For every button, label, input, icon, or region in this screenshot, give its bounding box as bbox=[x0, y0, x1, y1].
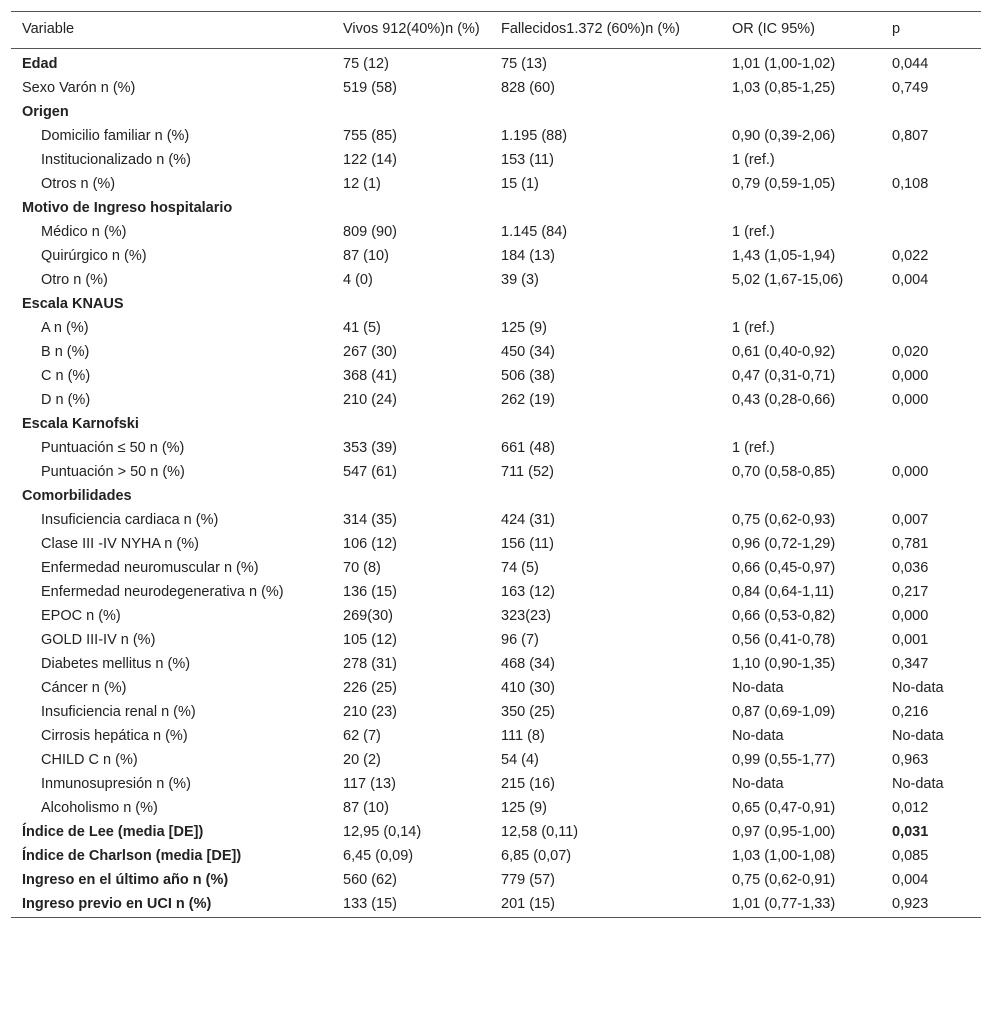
table-row bbox=[11, 437, 981, 461]
header-or: OR (IC 95%) bbox=[732, 21, 815, 37]
row-variable-cell: Quirúrgico n (%) bbox=[41, 248, 147, 264]
row-p-cell: 0,000 bbox=[892, 368, 929, 384]
table-row bbox=[11, 221, 981, 245]
row-variable-cell: Motivo de Ingreso hospitalario bbox=[22, 200, 233, 216]
row-vivos-cell bbox=[332, 197, 490, 221]
row-vivos-cell: 75 (12) bbox=[343, 56, 389, 72]
table-row bbox=[11, 845, 981, 869]
table-row bbox=[11, 821, 981, 845]
row-p-cell: 0,020 bbox=[892, 344, 929, 360]
row-p-cell bbox=[881, 197, 981, 221]
header-vivos: Vivos 912(40%)n (%) bbox=[343, 21, 480, 37]
row-variable-cell: A n (%) bbox=[41, 320, 89, 336]
row-vivos-cell: 314 (35) bbox=[343, 512, 398, 528]
row-fallecidos-cell bbox=[490, 293, 721, 317]
row-fallecidos-cell: 125 (9) bbox=[501, 320, 547, 336]
row-variable-cell: C n (%) bbox=[41, 368, 91, 384]
row-fallecidos-cell bbox=[490, 485, 721, 509]
row-fallecidos-cell: 828 (60) bbox=[501, 80, 556, 96]
row-fallecidos-cell: 125 (9) bbox=[501, 800, 547, 816]
row-variable-cell: Sexo Varón n (%) bbox=[22, 80, 136, 96]
table-row bbox=[11, 677, 981, 701]
row-fallecidos-cell bbox=[490, 101, 721, 125]
row-p-cell: 0,108 bbox=[892, 176, 929, 192]
table-row bbox=[11, 245, 981, 269]
row-or-cell: 0,43 (0,28-0,66) bbox=[732, 392, 836, 408]
row-fallecidos-cell: 156 (11) bbox=[501, 536, 554, 552]
row-fallecidos-cell: 468 (34) bbox=[501, 656, 556, 672]
row-vivos-cell: 87 (10) bbox=[343, 248, 389, 264]
row-or-cell: 0,65 (0,47-0,91) bbox=[732, 800, 836, 816]
table-row bbox=[11, 125, 981, 149]
row-fallecidos-cell bbox=[490, 197, 721, 221]
row-vivos-cell: 136 (15) bbox=[343, 584, 398, 600]
row-variable-cell: Cirrosis hepática n (%) bbox=[41, 728, 188, 744]
row-p-cell: 0,217 bbox=[892, 584, 929, 600]
row-fallecidos-cell: 215 (16) bbox=[501, 776, 556, 792]
row-variable-cell: EPOC n (%) bbox=[41, 608, 121, 624]
row-variable-cell: Diabetes mellitus n (%) bbox=[41, 656, 191, 672]
table-row bbox=[11, 701, 981, 725]
row-or-cell bbox=[721, 413, 881, 437]
row-vivos-cell bbox=[332, 293, 490, 317]
row-variable-cell: Puntuación ≤ 50 n (%) bbox=[41, 440, 185, 456]
row-or-cell: 1 (ref.) bbox=[732, 152, 775, 168]
row-vivos-cell: 226 (25) bbox=[343, 680, 398, 696]
row-or-cell bbox=[721, 197, 881, 221]
row-variable-cell: CHILD C n (%) bbox=[41, 752, 138, 768]
row-p-cell: 0,031 bbox=[892, 824, 929, 840]
header-row bbox=[11, 12, 981, 49]
table-row bbox=[11, 341, 981, 365]
row-or-cell: 1 (ref.) bbox=[732, 224, 775, 240]
table-row bbox=[11, 533, 981, 557]
row-or-cell: 1 (ref.) bbox=[732, 320, 775, 336]
row-p-cell: 0,036 bbox=[892, 560, 929, 576]
table-row bbox=[11, 893, 981, 918]
table-row bbox=[11, 293, 981, 317]
row-p-cell bbox=[881, 485, 981, 509]
table-row bbox=[11, 557, 981, 581]
row-fallecidos-cell: 711 (52) bbox=[501, 464, 554, 480]
row-fallecidos-cell: 184 (13) bbox=[501, 248, 556, 264]
row-variable-cell: Escala KNAUS bbox=[22, 296, 124, 312]
row-p-cell: 0,807 bbox=[892, 128, 929, 144]
row-or-cell: 0,90 (0,39-2,06) bbox=[732, 128, 836, 144]
row-p-cell: 0,000 bbox=[892, 392, 929, 408]
table-row bbox=[11, 797, 981, 821]
row-or-cell: 0,61 (0,40-0,92) bbox=[732, 344, 836, 360]
row-variable-cell: Edad bbox=[22, 56, 58, 72]
row-fallecidos-cell: 111 (8) bbox=[501, 728, 545, 744]
row-fallecidos-cell: 201 (15) bbox=[501, 896, 556, 912]
row-fallecidos-cell: 450 (34) bbox=[501, 344, 556, 360]
row-vivos-cell: 560 (62) bbox=[343, 872, 398, 888]
row-or-cell: 0,96 (0,72-1,29) bbox=[732, 536, 836, 552]
row-vivos-cell: 12,95 (0,14) bbox=[343, 824, 422, 840]
row-or-cell: 1,01 (1,00-1,02) bbox=[732, 56, 836, 72]
row-fallecidos-cell: 661 (48) bbox=[501, 440, 556, 456]
row-p-cell bbox=[881, 437, 981, 461]
row-p-cell: 0,004 bbox=[892, 272, 929, 288]
row-or-cell: 1,03 (1,00-1,08) bbox=[732, 848, 836, 864]
row-vivos-cell: 6,45 (0,09) bbox=[343, 848, 414, 864]
row-or-cell: 0,87 (0,69-1,09) bbox=[732, 704, 836, 720]
row-fallecidos-cell: 15 (1) bbox=[501, 176, 539, 192]
row-variable-cell: Ingreso en el último año n (%) bbox=[22, 872, 229, 888]
row-fallecidos-cell: 163 (12) bbox=[501, 584, 556, 600]
row-fallecidos-cell: 6,85 (0,07) bbox=[501, 848, 572, 864]
row-p-cell: No-data bbox=[892, 776, 944, 792]
row-or-cell: 0,97 (0,95-1,00) bbox=[732, 824, 836, 840]
row-or-cell bbox=[721, 485, 881, 509]
row-vivos-cell: 87 (10) bbox=[343, 800, 389, 816]
table-row bbox=[11, 509, 981, 533]
row-p-cell: 0,347 bbox=[892, 656, 929, 672]
header-fallecidos: Fallecidos1.372 (60%)n (%) bbox=[501, 21, 680, 37]
row-variable-cell: D n (%) bbox=[41, 392, 91, 408]
row-p-cell: 0,963 bbox=[892, 752, 929, 768]
row-or-cell: 0,99 (0,55-1,77) bbox=[732, 752, 836, 768]
row-vivos-cell: 105 (12) bbox=[343, 632, 398, 648]
table-row bbox=[11, 629, 981, 653]
row-vivos-cell: 755 (85) bbox=[343, 128, 398, 144]
row-fallecidos-cell: 506 (38) bbox=[501, 368, 556, 384]
row-vivos-cell: 547 (61) bbox=[343, 464, 398, 480]
table-row bbox=[11, 269, 981, 293]
row-p-cell: No-data bbox=[892, 680, 944, 696]
row-or-cell: 0,66 (0,53-0,82) bbox=[732, 608, 836, 624]
row-p-cell: 0,085 bbox=[892, 848, 929, 864]
row-or-cell: 1,10 (0,90-1,35) bbox=[732, 656, 836, 672]
row-variable-cell: Clase III -IV NYHA n (%) bbox=[41, 536, 199, 552]
row-variable-cell: Ingreso previo en UCI n (%) bbox=[22, 896, 212, 912]
row-vivos-cell: 210 (24) bbox=[343, 392, 398, 408]
table-row bbox=[11, 725, 981, 749]
row-vivos-cell: 20 (2) bbox=[343, 752, 381, 768]
row-p-cell: 0,000 bbox=[892, 464, 929, 480]
row-p-cell bbox=[881, 101, 981, 125]
results-table bbox=[11, 11, 981, 918]
row-p-cell: 0,012 bbox=[892, 800, 929, 816]
row-or-cell: 0,56 (0,41-0,78) bbox=[732, 632, 836, 648]
row-p-cell bbox=[881, 293, 981, 317]
row-variable-cell: Domicilio familiar n (%) bbox=[41, 128, 190, 144]
table-row bbox=[11, 173, 981, 197]
table-row bbox=[11, 869, 981, 893]
table-body bbox=[11, 49, 981, 918]
row-vivos-cell: 41 (5) bbox=[343, 320, 381, 336]
row-vivos-cell: 62 (7) bbox=[343, 728, 381, 744]
row-variable-cell: Índice de Lee (media [DE]) bbox=[22, 824, 204, 840]
row-variable-cell: Escala Karnofski bbox=[22, 416, 139, 432]
row-fallecidos-cell: 39 (3) bbox=[501, 272, 539, 288]
row-p-cell bbox=[881, 413, 981, 437]
row-p-cell: No-data bbox=[892, 728, 944, 744]
row-vivos-cell: 117 (13) bbox=[343, 776, 396, 792]
table-row bbox=[11, 389, 981, 413]
table-row bbox=[11, 653, 981, 677]
table-row bbox=[11, 365, 981, 389]
row-p-cell: 0,781 bbox=[892, 536, 929, 552]
row-p-cell: 0,007 bbox=[892, 512, 929, 528]
row-variable-cell: Enfermedad neuromuscular n (%) bbox=[41, 560, 259, 576]
row-fallecidos-cell: 262 (19) bbox=[501, 392, 556, 408]
row-or-cell: 1,43 (1,05-1,94) bbox=[732, 248, 836, 264]
row-fallecidos-cell bbox=[490, 413, 721, 437]
table-header bbox=[11, 12, 981, 49]
row-variable-cell: Inmunosupresión n (%) bbox=[41, 776, 191, 792]
row-variable-cell: GOLD III-IV n (%) bbox=[41, 632, 156, 648]
table-row bbox=[11, 413, 981, 437]
row-variable-cell: Cáncer n (%) bbox=[41, 680, 127, 696]
table-row bbox=[11, 749, 981, 773]
table-row bbox=[11, 461, 981, 485]
row-vivos-cell bbox=[332, 413, 490, 437]
row-p-cell: 0,000 bbox=[892, 608, 929, 624]
row-p-cell: 0,923 bbox=[892, 896, 929, 912]
row-or-cell: 0,79 (0,59-1,05) bbox=[732, 176, 836, 192]
row-or-cell: 1 (ref.) bbox=[732, 440, 775, 456]
row-vivos-cell: 267 (30) bbox=[343, 344, 398, 360]
row-or-cell: 0,84 (0,64-1,11) bbox=[732, 584, 835, 600]
row-vivos-cell: 4 (0) bbox=[343, 272, 373, 288]
row-p-cell: 0,022 bbox=[892, 248, 929, 264]
row-fallecidos-cell: 424 (31) bbox=[501, 512, 556, 528]
row-variable-cell: B n (%) bbox=[41, 344, 90, 360]
row-or-cell: 1,03 (0,85-1,25) bbox=[732, 80, 836, 96]
table-row bbox=[11, 773, 981, 797]
header-p: p bbox=[892, 21, 901, 37]
table-row bbox=[11, 317, 981, 341]
row-vivos-cell: 519 (58) bbox=[343, 80, 398, 96]
row-vivos-cell: 809 (90) bbox=[343, 224, 398, 240]
row-or-cell: 0,66 (0,45-0,97) bbox=[732, 560, 836, 576]
row-or-cell: No-data bbox=[732, 728, 784, 744]
row-vivos-cell: 133 (15) bbox=[343, 896, 398, 912]
table-row bbox=[11, 581, 981, 605]
row-p-cell: 0,044 bbox=[892, 56, 929, 72]
row-variable-cell: Índice de Charlson (media [DE]) bbox=[22, 848, 242, 864]
row-vivos-cell: 353 (39) bbox=[343, 440, 398, 456]
table-row bbox=[11, 49, 981, 78]
table-row bbox=[11, 605, 981, 629]
row-variable-cell: Institucionalizado n (%) bbox=[41, 152, 191, 168]
results-table-container bbox=[11, 11, 981, 918]
header-variable: Variable bbox=[22, 21, 75, 37]
row-p-cell bbox=[881, 317, 981, 341]
row-or-cell bbox=[721, 293, 881, 317]
row-fallecidos-cell: 12,58 (0,11) bbox=[501, 824, 579, 840]
table-row bbox=[11, 77, 981, 101]
row-variable-cell: Enfermedad neurodegenerativa n (%) bbox=[41, 584, 284, 600]
row-or-cell: 1,01 (0,77-1,33) bbox=[732, 896, 836, 912]
row-or-cell bbox=[721, 101, 881, 125]
table-row bbox=[11, 149, 981, 173]
row-vivos-cell bbox=[332, 485, 490, 509]
row-or-cell: 0,75 (0,62-0,93) bbox=[732, 512, 836, 528]
row-vivos-cell: 278 (31) bbox=[343, 656, 398, 672]
row-fallecidos-cell: 1.195 (88) bbox=[501, 128, 568, 144]
row-or-cell: 5,02 (1,67-15,06) bbox=[732, 272, 844, 288]
row-fallecidos-cell: 74 (5) bbox=[501, 560, 539, 576]
row-fallecidos-cell: 1.145 (84) bbox=[501, 224, 568, 240]
row-vivos-cell: 122 (14) bbox=[343, 152, 398, 168]
row-p-cell: 0,216 bbox=[892, 704, 929, 720]
row-variable-cell: Médico n (%) bbox=[41, 224, 127, 240]
row-variable-cell: Insuficiencia renal n (%) bbox=[41, 704, 196, 720]
row-or-cell: No-data bbox=[732, 776, 784, 792]
row-fallecidos-cell: 75 (13) bbox=[501, 56, 547, 72]
row-fallecidos-cell: 779 (57) bbox=[501, 872, 556, 888]
row-p-cell: 0,749 bbox=[892, 80, 929, 96]
row-or-cell: 0,47 (0,31-0,71) bbox=[732, 368, 836, 384]
row-or-cell: No-data bbox=[732, 680, 784, 696]
row-variable-cell: Insuficiencia cardiaca n (%) bbox=[41, 512, 219, 528]
table-row bbox=[11, 485, 981, 509]
row-p-cell: 0,004 bbox=[892, 872, 929, 888]
row-vivos-cell: 106 (12) bbox=[343, 536, 398, 552]
row-variable-cell: Comorbilidades bbox=[22, 488, 132, 504]
row-vivos-cell: 269(30) bbox=[343, 608, 393, 624]
row-vivos-cell: 12 (1) bbox=[343, 176, 381, 192]
row-or-cell: 0,75 (0,62-0,91) bbox=[732, 872, 836, 888]
row-fallecidos-cell: 96 (7) bbox=[501, 632, 539, 648]
row-fallecidos-cell: 323(23) bbox=[501, 608, 551, 624]
row-vivos-cell: 210 (23) bbox=[343, 704, 398, 720]
row-vivos-cell: 70 (8) bbox=[343, 560, 381, 576]
row-fallecidos-cell: 54 (4) bbox=[501, 752, 539, 768]
row-p-cell bbox=[881, 221, 981, 245]
row-or-cell: 0,70 (0,58-0,85) bbox=[732, 464, 836, 480]
row-p-cell: 0,001 bbox=[892, 632, 929, 648]
row-variable-cell: Otro n (%) bbox=[41, 272, 108, 288]
row-fallecidos-cell: 350 (25) bbox=[501, 704, 556, 720]
row-fallecidos-cell: 410 (30) bbox=[501, 680, 556, 696]
table-row bbox=[11, 197, 981, 221]
row-variable-cell: Puntuación > 50 n (%) bbox=[41, 464, 185, 480]
row-fallecidos-cell: 153 (11) bbox=[501, 152, 554, 168]
row-p-cell bbox=[881, 149, 981, 173]
row-vivos-cell: 368 (41) bbox=[343, 368, 398, 384]
row-variable-cell: Otros n (%) bbox=[41, 176, 116, 192]
row-variable-cell: Origen bbox=[22, 104, 69, 120]
row-vivos-cell bbox=[332, 101, 490, 125]
row-variable-cell: Alcoholismo n (%) bbox=[41, 800, 158, 816]
table-row bbox=[11, 101, 981, 125]
